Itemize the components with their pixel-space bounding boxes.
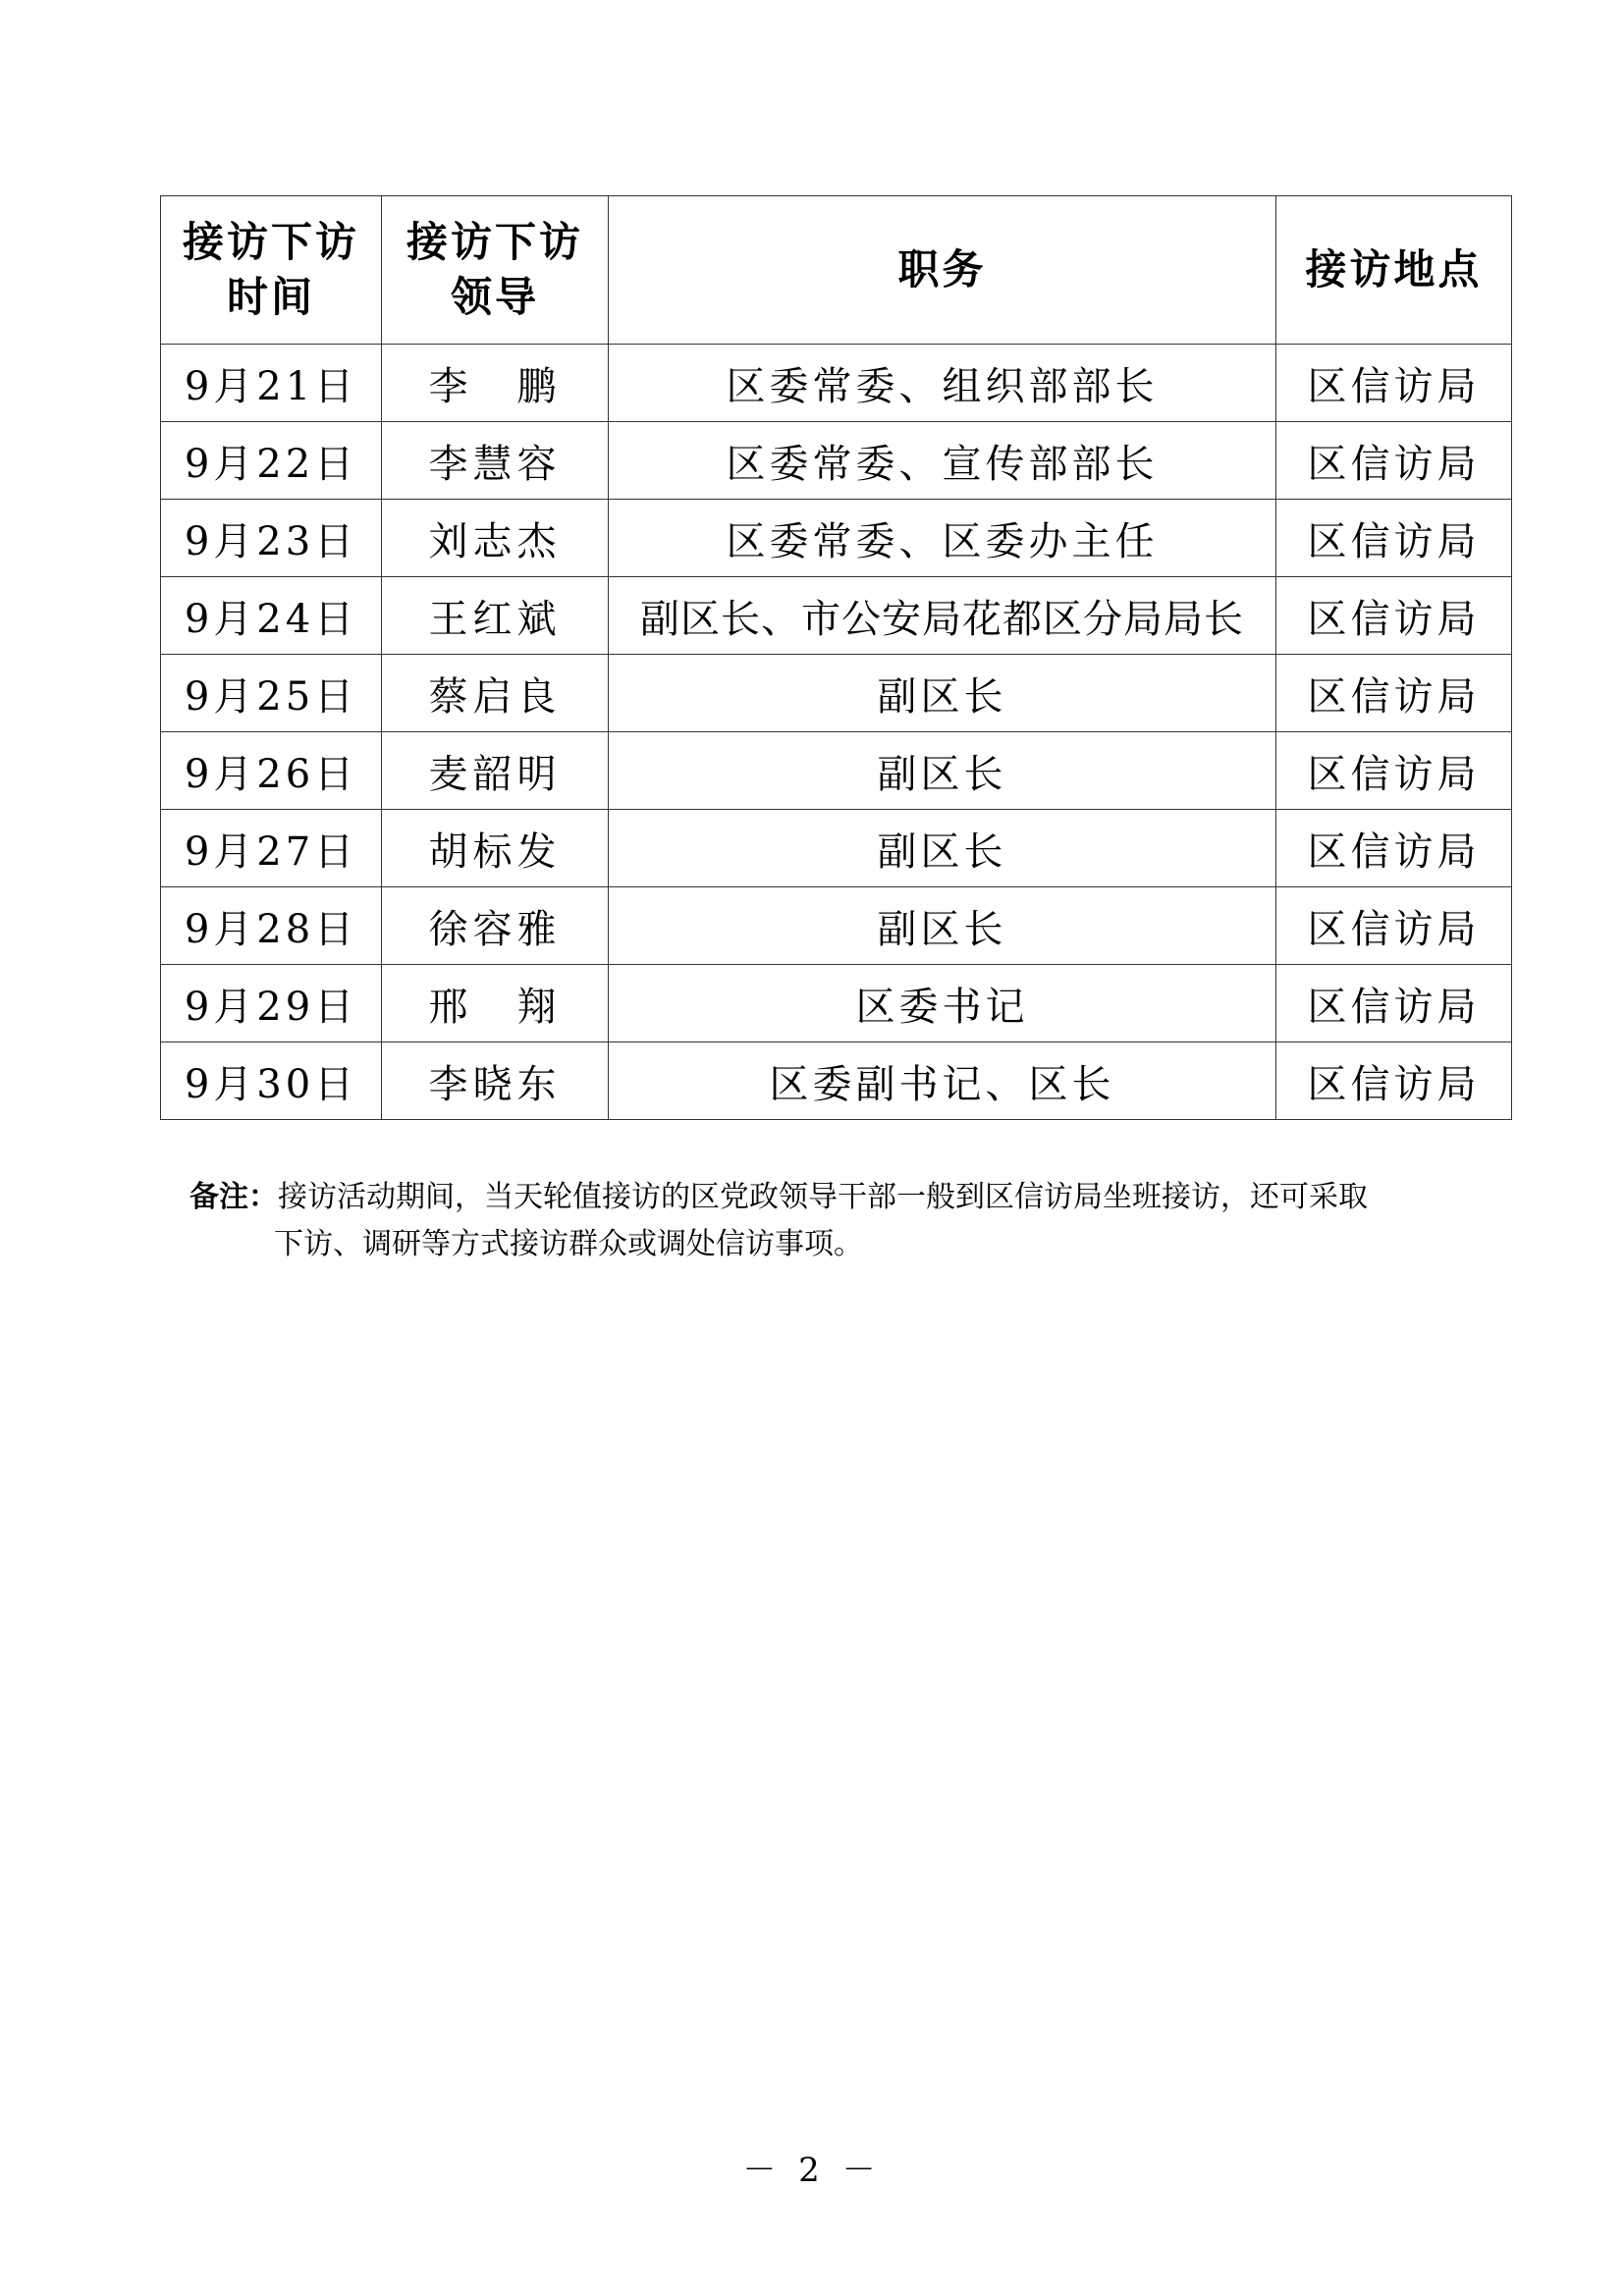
leader-name-cell: 刘志杰: [382, 500, 609, 577]
leader-name-cell: 李慧容: [382, 422, 609, 500]
header-leader-line2: 领导: [450, 273, 539, 321]
table-row: [161, 965, 1512, 1042]
date-cell: 9月25日: [161, 655, 382, 732]
table-row: [161, 810, 1512, 887]
table-row: [161, 577, 1512, 655]
leader-name-cell: 李晓东: [382, 1042, 609, 1120]
position-cell: 副区长: [609, 887, 1276, 965]
position-cell: 区委常委、宣传部部长: [609, 422, 1276, 500]
location-cell: 区信访局: [1276, 887, 1512, 965]
page-number: － 2 －: [742, 2151, 882, 2190]
header-position: 职务: [609, 196, 1276, 345]
position-cell: 副区长、市公安局花都区分局局长: [609, 577, 1276, 655]
location-cell: 区信访局: [1276, 732, 1512, 810]
location-cell: 区信访局: [1276, 965, 1512, 1042]
location-cell: 区信访局: [1276, 655, 1512, 732]
table-row: [161, 345, 1512, 422]
leader-name-cell: 徐容雅: [382, 887, 609, 965]
position-cell: 副区长: [609, 810, 1276, 887]
header-time-line1: 接访下访: [182, 218, 359, 266]
table-row: [161, 1042, 1512, 1120]
location-cell: 区信访局: [1276, 422, 1512, 500]
date-cell: 9月26日: [161, 732, 382, 810]
leader-name-cell: 王红斌: [382, 577, 609, 655]
position-cell: 区委书记: [609, 965, 1276, 1042]
location-cell: 区信访局: [1276, 577, 1512, 655]
date-cell: 9月23日: [161, 500, 382, 577]
position-cell: 副区长: [609, 732, 1276, 810]
leader-name-cell: 胡标发: [382, 810, 609, 887]
remark-text-2: 下访、调研等方式接访群众或调处信访事项。: [274, 1227, 863, 1261]
header-leader-line1: 接访下访: [406, 218, 583, 266]
date-cell: 9月29日: [161, 965, 382, 1042]
header-time: [161, 196, 382, 345]
position-cell: 区委常委、组织部部长: [609, 345, 1276, 422]
date-cell: 9月30日: [161, 1042, 382, 1120]
date-cell: 9月28日: [161, 887, 382, 965]
remark-label: 备注：: [189, 1180, 278, 1214]
date-cell: 9月22日: [161, 422, 382, 500]
remark-note: [189, 1174, 1515, 1268]
position-cell: 区委副书记、区长: [609, 1042, 1276, 1120]
position-cell: 区委常委、区委办主任: [609, 500, 1276, 577]
date-cell: 9月21日: [161, 345, 382, 422]
table-row: [161, 655, 1512, 732]
header-time-line2: 时间: [226, 273, 315, 321]
remark-text-1: 接访活动期间，当天轮值接访的区党政领导干部一般到区信访局坐班接访，还可采取: [278, 1180, 1368, 1214]
header-leader: [382, 196, 609, 345]
position-cell: 副区长: [609, 655, 1276, 732]
header-location: 接访地点: [1276, 196, 1512, 345]
schedule-table: [160, 195, 1512, 1120]
leader-name-cell: 邢 翔: [382, 965, 609, 1042]
table-row: [161, 500, 1512, 577]
date-cell: 9月24日: [161, 577, 382, 655]
date-cell: 9月27日: [161, 810, 382, 887]
remark-line-1: [189, 1174, 1515, 1221]
location-cell: 区信访局: [1276, 500, 1512, 577]
leader-name-cell: 蔡启良: [382, 655, 609, 732]
location-cell: 区信访局: [1276, 345, 1512, 422]
location-cell: 区信访局: [1276, 1042, 1512, 1120]
leader-name-cell: 李 鹏: [382, 345, 609, 422]
table-row: [161, 732, 1512, 810]
location-cell: 区信访局: [1276, 810, 1512, 887]
table-row: [161, 887, 1512, 965]
table-header-row: [161, 196, 1512, 345]
leader-name-cell: 麦韶明: [382, 732, 609, 810]
table-row: [161, 422, 1512, 500]
